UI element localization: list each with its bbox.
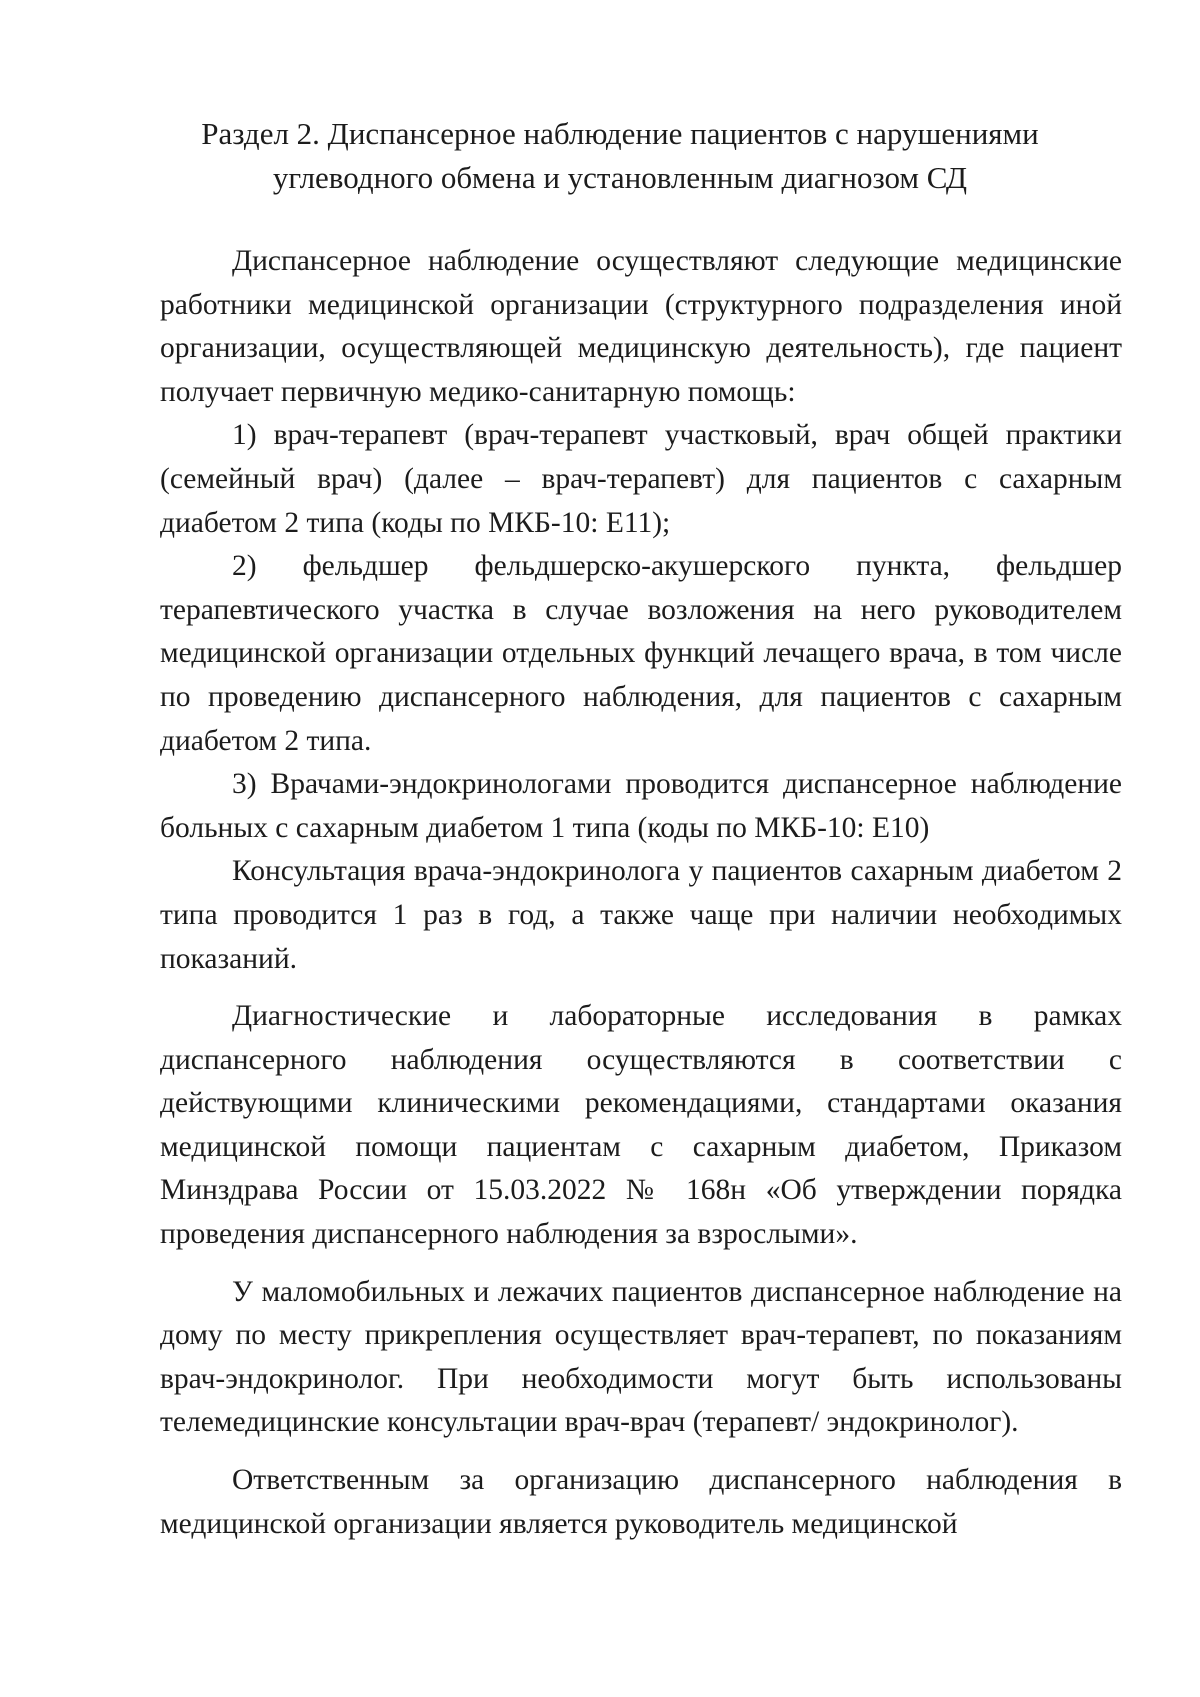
section-title-line-1: Раздел 2. Диспансерное наблюдение пациентов с нарушениями bbox=[201, 116, 1039, 151]
paragraph-consultation: Консультация врача-эндокринолога у пациентов сахарным диабетом 2 типа проводится 1 раз в год, а также чаще при наличии необходимых показаний. bbox=[160, 855, 1122, 975]
paragraph-home-observation: У маломобильных и лежачих пациентов диспансерное наблюдение на дому по месту прикрепления осуществляет врач-терапевт, по показаниям врач-эндокринолог. При необходимости могут быть использованы телемедицинские консультации врач-врач (терапевт/ эндокринолог). bbox=[160, 1275, 1122, 1439]
paragraph-responsible: Ответственным за организацию диспансерного наблюдения в медицинской организации является руководитель медицинской bbox=[160, 1464, 1122, 1540]
section-title-line-2: углеводного обмена и установленным диагнозом СД bbox=[272, 160, 968, 195]
paragraph-intro: Диспансерное наблюдение осуществляют следующие медицинские работники медицинской организации (структурного подразделения иной организации, осуществляющей медицинскую деятельность), где пациент получает первичную медико-санитарную помощь: bbox=[160, 245, 1122, 408]
list-item-therapist: 1) врач-терапевт (врач-терапевт участковый, врач общей практики (семейный врач) (далее – врач-терапевт) для пациентов с сахарным диабетом 2 типа (коды по МКБ-10: E11); bbox=[160, 419, 1122, 539]
section-title bbox=[150, 112, 1090, 200]
paragraph-diagnostics: Диагностические и лабораторные исследования в рамках диспансерного наблюдения осуществляются в соответствии с действующими клиническими рекомендациями, стандартами оказания медицинской помощи пациентам с сахарным диабетом, Приказом Минздрава России от 15.03.2022 № 168н «Об утверждении порядка проведения диспансерного наблюдения за взрослыми». bbox=[160, 1000, 1122, 1251]
list-item-feldsher: 2) фельдшер фельдшерско-акушерского пункта, фельдшер терапевтического участка в случае возложения на него руководителем медицинской организации отдельных функций лечащего врача, в том числе по проведению диспансерного наблюдения, для пациентов с сахарным диабетом 2 типа. bbox=[160, 550, 1122, 757]
list-item-endocrinologists: 3) Врачами-эндокринологами проводится диспансерное наблюдение больных с сахарным диабетом 1 типа (коды по МКБ-10: E10) bbox=[160, 768, 1122, 844]
document-body bbox=[160, 240, 1122, 1546]
